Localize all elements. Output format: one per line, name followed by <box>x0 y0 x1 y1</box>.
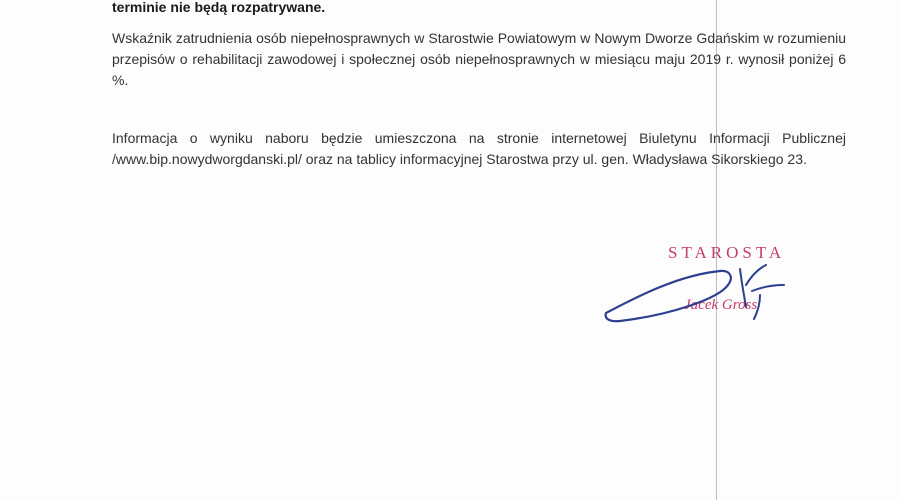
cut-off-text-line: terminie nie będą rozpatrywane. <box>112 0 326 15</box>
handwritten-signature <box>600 255 800 335</box>
stamp-title: STAROSTA <box>668 243 786 262</box>
stamp-name: Jacek Gross <box>684 297 758 313</box>
signature-stroke-main <box>606 271 731 321</box>
information-paragraph: Informacja o wyniku naboru będzie umieszczona na stronie internetowej Biuletynu Informacji Publicznej /www.bip.nowydworgdanski.pl/ oraz na tablicy informacyjnej Starostwa przy ul. gen. Władysława Sikorskiego 23. <box>112 130 846 167</box>
signature-stroke-cross <box>752 285 784 319</box>
employment-paragraph: Wskaźnik zatrudnienia osób niepełnosprawnych w Starostwie Powiatowym w Nowym Dworze Gdańskim w rozumieniu przepisów o rehabilitacji zawodowej i społecznej osób niepełnosprawnych w miesiącu maju 2019 r. wynosił poniżej 6 %. <box>112 30 846 88</box>
signature-stroke-loop <box>740 265 766 307</box>
